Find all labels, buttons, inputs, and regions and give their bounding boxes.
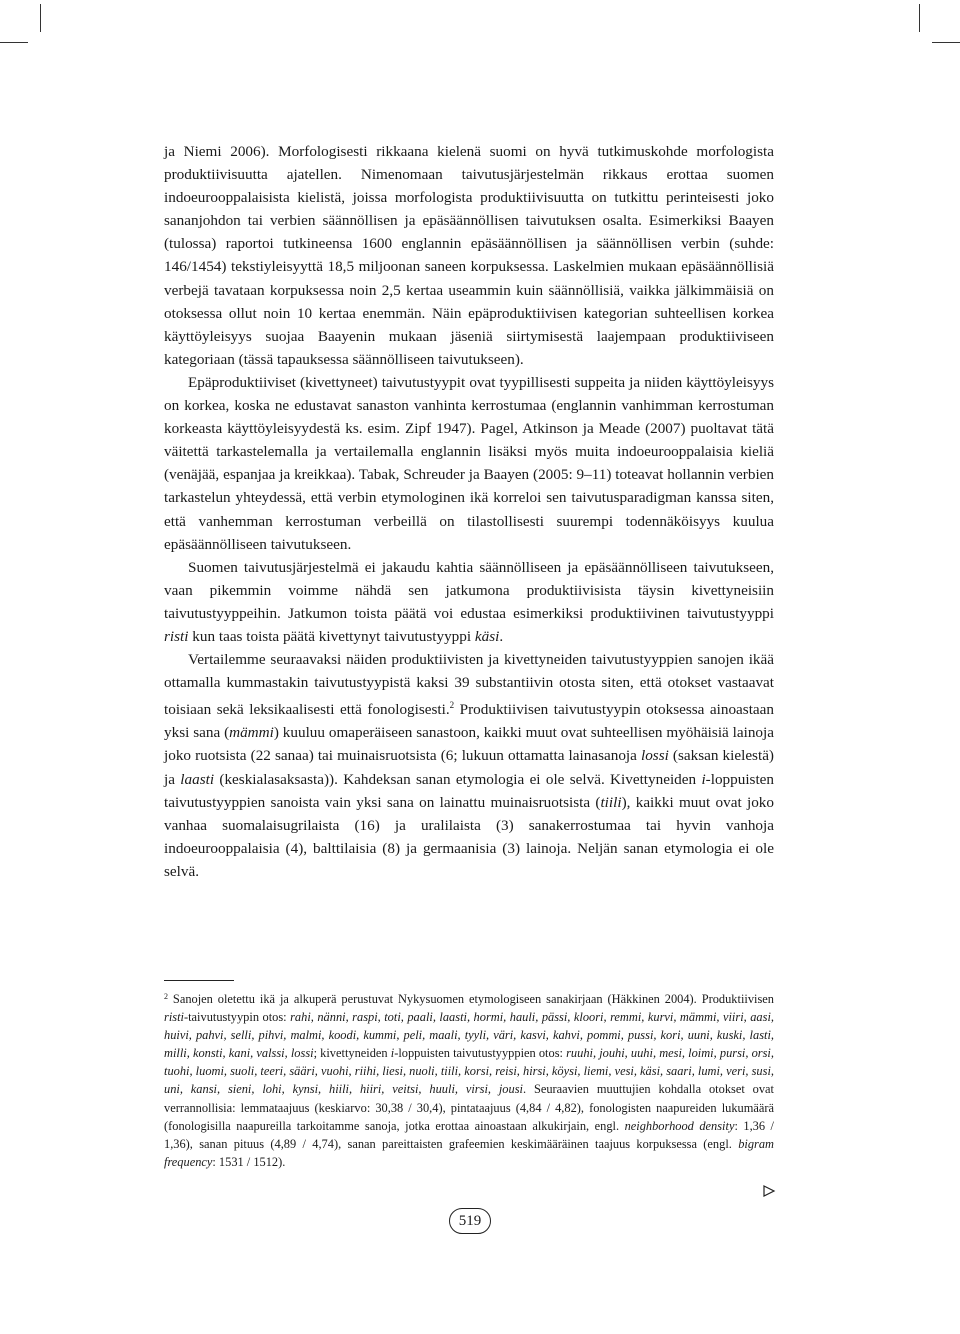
italic-term: i [390,1046,395,1061]
text-run: (keskialasaksasta)). Kahdeksan sanan etymologia ei ole selvä. Kivettyneiden [214,770,702,788]
text-run: -loppuisten taivutustyyppien otos: [394,1046,567,1061]
italic-term: bigram frequency [164,1136,774,1169]
text-run: kun taas toista päätä kivettynyt taivutustyyppi [188,627,475,645]
crop-mark [0,42,28,43]
italic-term: i [701,770,706,788]
italic-term: risti [164,1010,184,1025]
italic-term: rahi, nänni, raspi, toti, paali, laasti, hormi, hauli, pässi, kloori, remmi, kurvi, mämmi, viiri, aasi, huivi, pahvi, selli, pihvi, malmi, koodi, kummi, peli, maali, tyyli, väri, kasvi, kahvi, pommi, pussi, kori, uuni, kuski, lasti, milli, konsti, kani, valssi, lossi [164,1010,774,1061]
paragraph [164,556,774,648]
text-run: ja Niemi 2006). Morfologisesti rikkaana kielenä suomi on hyvä tutkimuskohde morfologista produktiivisuutta ajatellen. Nimenomaan taivutusjärjestelmän rikkaus erottaa suomen indoeurooppalaisista kielistä, joissa morfologista produktiivisuutta on tutkittu perinteisesti joko sananjohdon tai verbien säännöllisen ja epäsäännöllisen taivutuksen osalta. Esimerkiksi Baayen (tulossa) raportoi tutkineensa 1600 englannin epäsäännöllisen ja säännöllisen verbin (suhde: 146/1454) tekstiyleisyyttä 18,5 miljoonan saneen korpuksessa. Laskelmien mukaan epäsäännöllisiä verbejä tavataan korpuksessa noin 2,5 kertaa useammin kuin säännöllisiä, vaikka jälkimmäisiä on otoksessa ollut noin 10 kertaa enemmän. Näin epäproduktiivisen kategorian suhteellisen korkea käyttöyleisyys suojaa Baayenin mukaan jäseniä siirtymisestä laajempaan produktiiviseen kategoriaan (tässä tapauksessa säännölliseen taivutukseen). [164,143,774,368]
footnote [164,988,774,1171]
text-run: -taivutustyypin otos: [183,1010,291,1025]
text-run: . [499,627,504,645]
text-run: ), kaikki muut ovat joko vanhaa suomalaisugrilaista (16) ja uralilaista (3) sanakerrostumaa tai hyvin vanhoja indoeurooppalaisia (4), balttilaisia (8) ja germaanisia (3) lainoja. Neljän sanan etymologia ei ole selvä. [164,793,774,880]
italic-term: risti [164,627,189,645]
text-run: Sanojen oletettu ikä ja alkuperä perustuvat Nykysuomen etymologiseen sanakirjaan (Häkkinen 2004). Produktiivisen [168,992,774,1006]
italic-term: käsi [474,627,500,645]
text-run: Suomen taivutusjärjestelmä ei jakaudu kahtia säännölliseen ja epäsäännölliseen taivutukseen, vaan pikemmin voimme nähdä sen jatkumona produktiivisista täysin kivettyneisiin taivutustyyppeihin. Jatkumon toista päätä voi edustaa esimerkiksi produktiivinen taivutustyyppi [164,558,774,622]
text-run: : 1531 / 1512). [212,1154,286,1169]
text-run: : 1,36 / 1,36), sanan pituus (4,89 / 4,74), sanan pareittaisten grafeemien keskimääräinen taajuus korpuksessa (engl. [164,1118,775,1151]
paragraph [164,648,774,883]
text-run: Vertailemme seuraavaksi näiden produktiivisten ja kivettyneiden taivutustyyppien sanojen ikää ottamalla kummastakin taivutustyypistä kaksi 39 substantiivin otosta siten, että otokset vastaavat toisiaan sekä leksikaalisesti että fonologisesti. [164,651,774,719]
text-run: (saksan kielestä) ja [164,747,774,788]
italic-term: laasti [180,770,215,788]
crop-mark [40,4,41,32]
text-run: ) kuuluu omaperäiseen sanastoon, kaikki muut ovat suhteellisen myöhäisiä lainoja joko ruotsista (22 sanaa) tai muinaisruotsista (6; lukuun ottamatta lainasanoja [164,724,774,765]
crop-mark [932,42,960,43]
page-number: 519 [449,1208,491,1234]
footnote-ref: 2 [449,700,455,711]
text-run: Epäproduktiiviset (kivettyneet) taivutustyypit ovat tyypillisesti suppeita ja niiden käyttöyleisyys on korkea, koska ne edustavat sanaston vanhinta kerrostumaa (englannin vanhimman kerrostuman korkeasta käyttöyleisyydestä ks. esim. Zipf 1947). Pagel, Atkinson ja Meade (2007) puoltavat tätä väitettä tarkastelemalla ja vertailemalla englannin lisäksi myös muita indoeurooppalaisia kieliä (venäjää, espanjaa ja kreikkaa). Tabak, Schreuder ja Baayen (2005: 9–11) toteavat hollannin verbien tarkastelun yhteydessä, että verbin etymologinen ikä korreloi sen taivutusparadigman kanssa siten, että vanhemman kerrostuman verbeillä on tilastollisesti suurempi todennäköisyys kuulua epäsäännölliseen taivutukseen. [164,373,774,553]
italic-term: lossi [640,747,669,765]
italic-term: ruuhi, jouhi, uuhi, mesi, loimi, pursi, orsi, tuohi, luomi, suoli, teeri, sääri, vuohi, riihi, liesi, nuoli, tiili, korsi, reisi, hirsi, köysi, liemi, vesi, käsi, saari, lumi, veri, susi, uni, kansi, sieni, lohi, kynsi, hiili, hiiri, veitsi, huuli, virsi, jousi [164,1046,774,1097]
italic-term: mämmi [229,724,274,742]
text-run: -loppuisten taivutustyyppien sanoista vain yksi sana on lainattu muinaisruotsista ( [164,770,775,811]
triangle-right-icon [762,1184,776,1198]
italic-term: neighborhood density [624,1118,735,1133]
footnote-number: 2 [164,992,168,1001]
crop-mark [919,4,920,32]
italic-term: tiili [600,793,622,811]
text-run: . Seuraavien muuttujien kohdalla otokset ovat verrannollisia: lemmataajuus (keskiarvo: 30,38 / 30,4), pintataajuus (4,84 / 4,82), fonologisten naapureiden lukumäärä (fonologisilla naapureilla tarkoitamme sanoja, jotka erottaa ainoastaan alkukirjain, engl. [164,1082,774,1133]
text-run: Produktiivisen taivutustyypin otoksessa ainoastaan yksi sana ( [164,701,775,742]
paragraph [164,371,774,556]
body-text [164,140,774,883]
text-run: ; kivettyneiden [313,1046,391,1061]
footnote-rule [164,980,234,981]
paragraph [164,140,774,371]
